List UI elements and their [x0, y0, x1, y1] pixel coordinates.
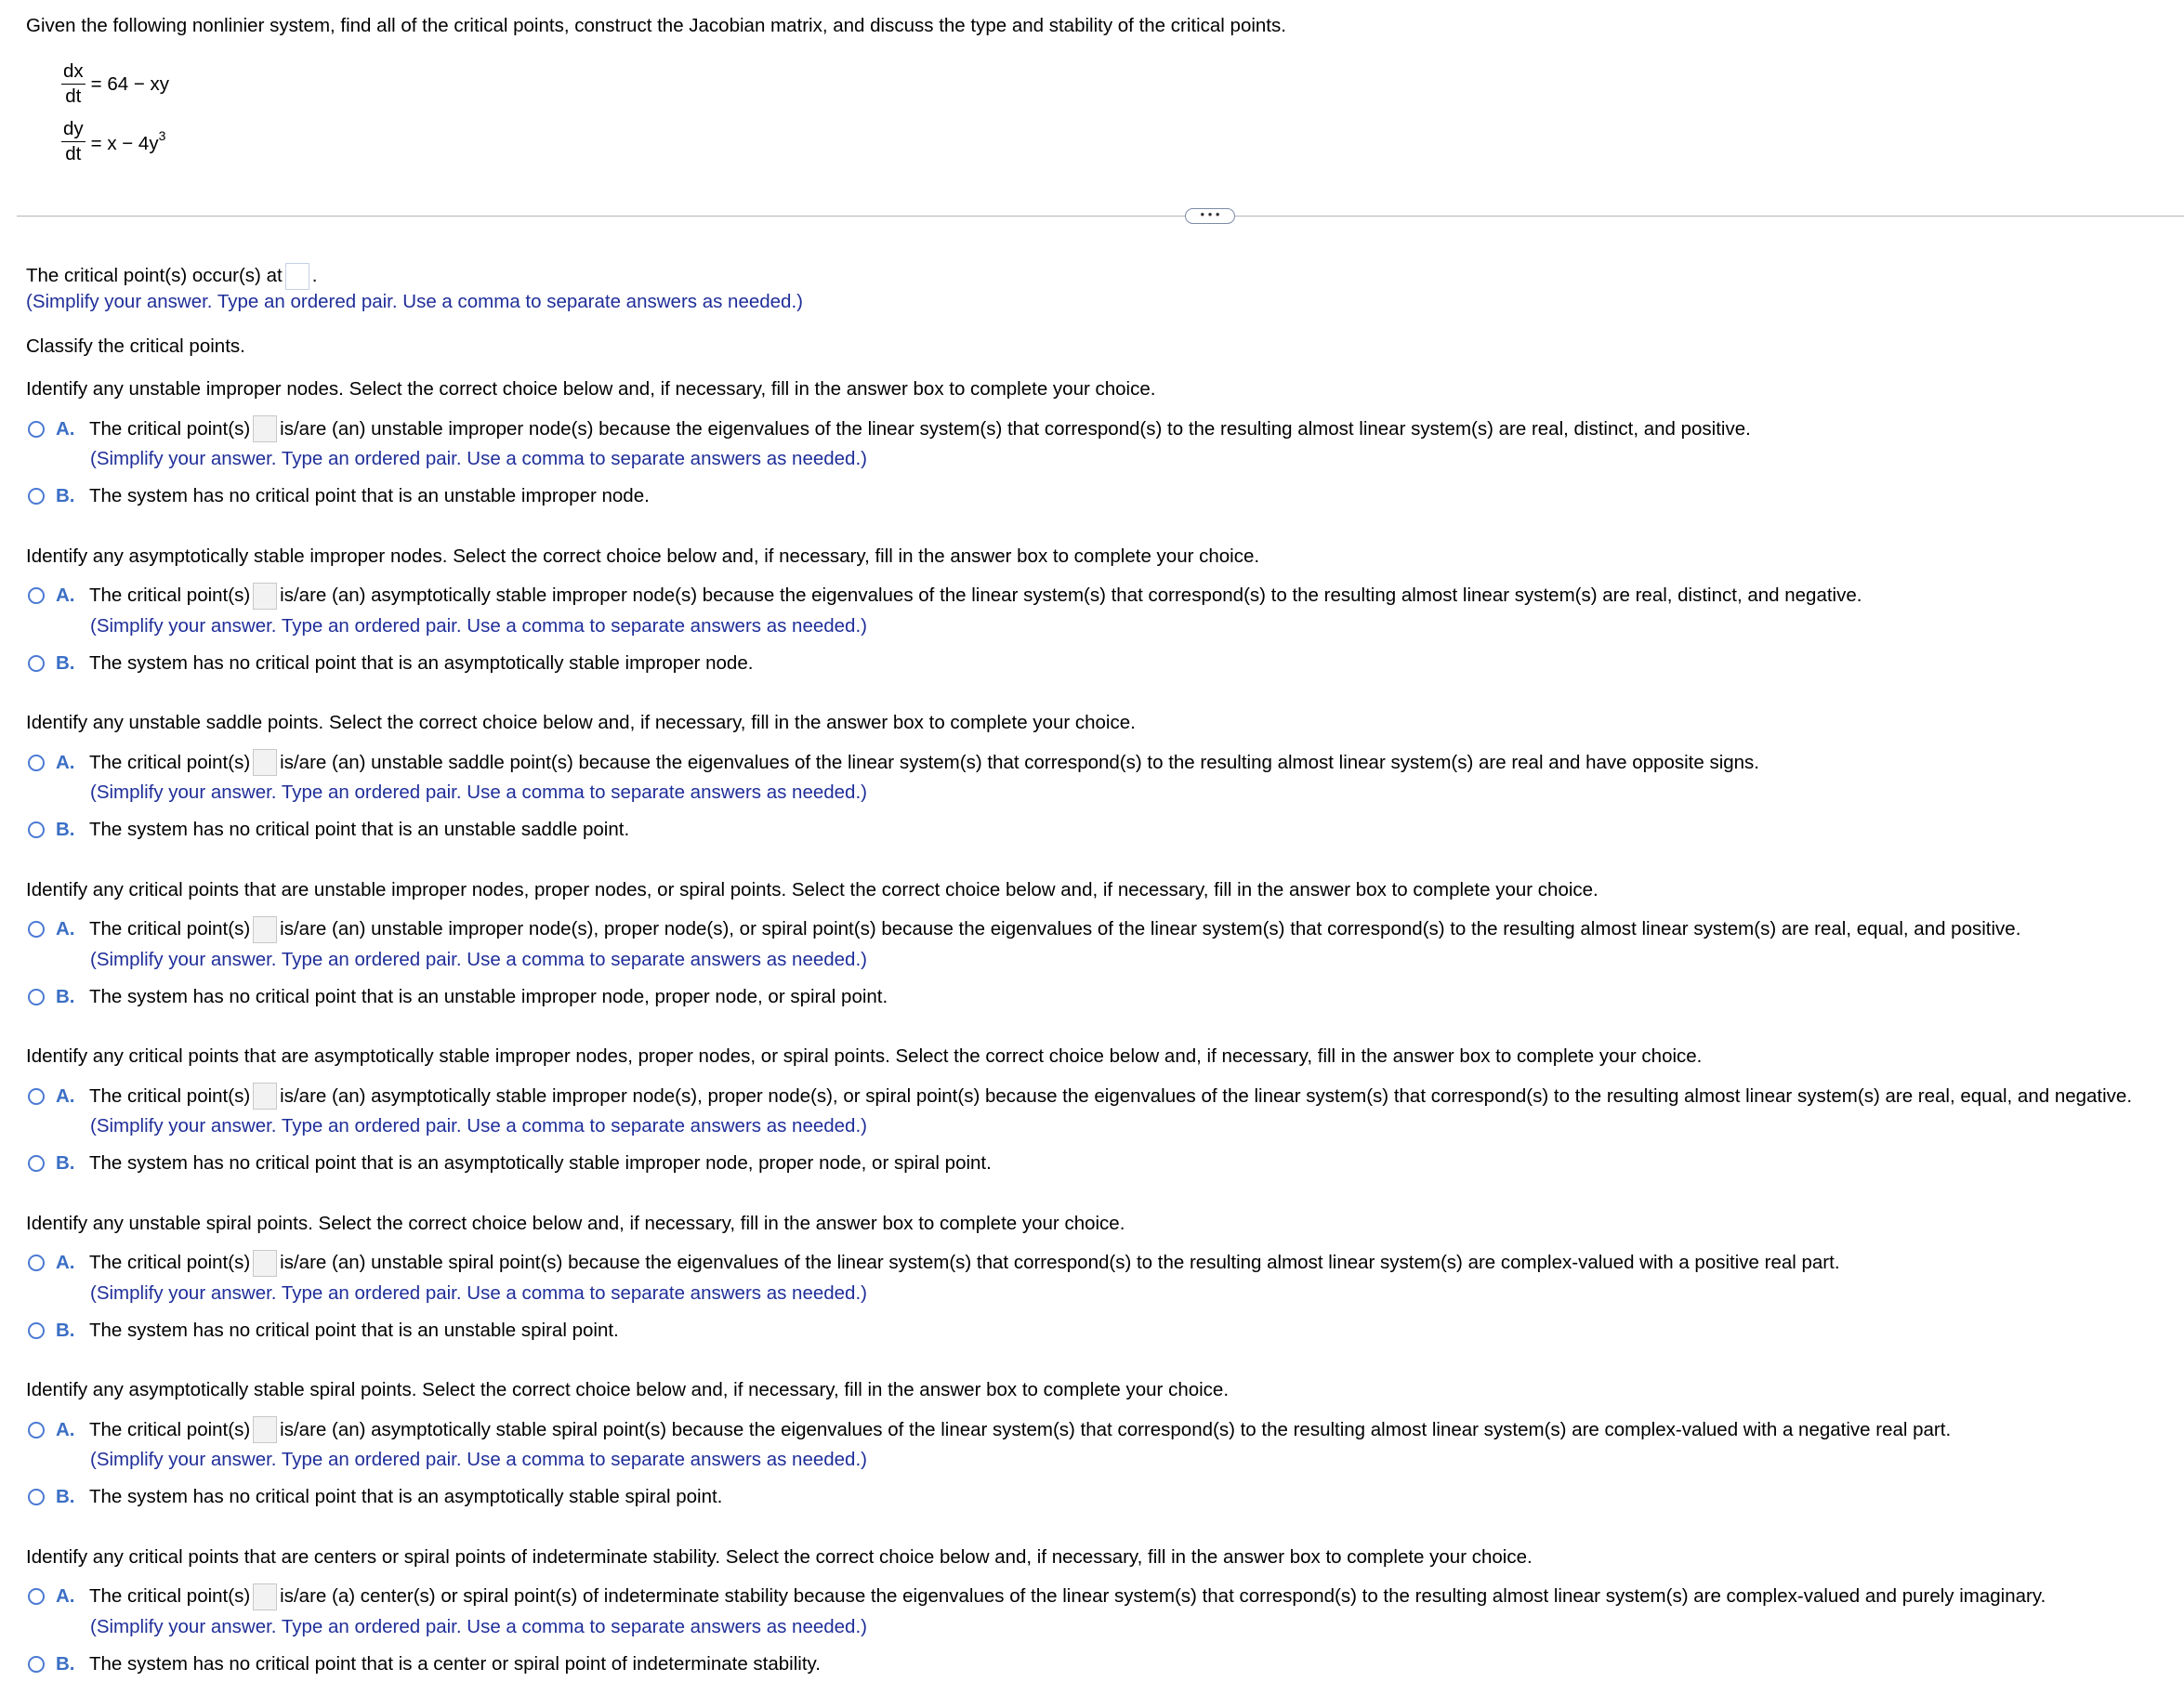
option-a-hint: (Simplify your answer. Type an ordered pair. Use a comma to separate answers as needed.)	[90, 1615, 867, 1637]
expand-more-button[interactable]: • • •	[1185, 208, 1235, 224]
option-b-text: The system has no critical point that is an unstable spiral point.	[89, 1319, 619, 1341]
option-letter: B.	[56, 485, 75, 506]
option-b[interactable]	[28, 1152, 992, 1175]
option-a-text-post: is/are (an) asymptotically stable spiral point(s) because the eigenvalues of the linear system(s) that correspond(s) to the resulting almost linear system(s) are complex-valued with a negative real part.	[280, 1418, 1952, 1440]
radio-button-b[interactable]	[28, 1155, 45, 1172]
option-a[interactable]	[28, 1250, 1840, 1277]
option-letter: B.	[56, 1652, 75, 1675]
section-divider	[17, 216, 2184, 217]
option-a-answer-box[interactable]	[253, 749, 277, 776]
option-a-text-pre: The critical point(s)	[89, 1418, 251, 1440]
radio-button-a[interactable]	[28, 1255, 45, 1271]
option-a-text-pre: The critical point(s)	[89, 751, 251, 773]
option-a[interactable]	[28, 749, 1759, 776]
option-b-text: The system has no critical point that is an unstable saddle point.	[89, 819, 630, 840]
option-a[interactable]	[28, 415, 1751, 442]
option-a-text-post: is/are (an) asymptotically stable improper node(s), proper node(s), or spiral point(s) because the eigenvalues of the linear system(s) that correspond(s) to the resulting almost linear system(s) are real, equal, and negative.	[280, 1084, 2133, 1107]
option-b-text: The system has no critical point that is an asymptotically stable spiral point.	[89, 1486, 723, 1507]
option-a[interactable]	[28, 1083, 2132, 1110]
denominator: dt	[65, 143, 82, 164]
option-b-text: The system has no critical point that is an unstable improper node, proper node, or spiral point.	[89, 985, 888, 1007]
equation-rhs	[91, 128, 166, 155]
option-a-answer-box[interactable]	[253, 1583, 277, 1610]
option-a[interactable]	[28, 1416, 1951, 1443]
option-b-text: The system has no critical point that is an asymptotically stable improper node.	[89, 651, 754, 674]
option-b-text: The system has no critical point that is an unstable improper node.	[89, 485, 650, 506]
critical-points-label: The critical point(s) occur(s) at	[26, 264, 283, 286]
question-prompt: Identify any critical points that are unstable improper nodes, proper nodes, or spiral points. Select the correct choice below and, if necessary, fill in the answer box to complete your choice.	[26, 878, 1599, 900]
equation-rhs-text: = x − 4y	[90, 133, 159, 154]
option-a-hint: (Simplify your answer. Type an ordered pair. Use a comma to separate answers as needed.)	[90, 1449, 867, 1470]
option-letter: B.	[56, 1152, 75, 1174]
option-b[interactable]	[28, 986, 888, 1008]
radio-button-b[interactable]	[28, 1322, 45, 1339]
option-a-text-post: is/are (an) unstable improper node(s) because the eigenvalues of the linear system(s) that correspond(s) to the resulting almost linear system(s) are real, distinct, and positive.	[280, 417, 1751, 440]
radio-button-a[interactable]	[28, 587, 45, 604]
option-letter: A.	[56, 1084, 75, 1107]
option-b[interactable]	[28, 652, 753, 675]
option-b-text: The system has no critical point that is a center or spiral point of indeterminate stability.	[89, 1652, 821, 1675]
option-a-text-pre: The critical point(s)	[89, 1084, 251, 1107]
option-letter: B.	[56, 819, 75, 840]
radio-button-a[interactable]	[28, 921, 45, 938]
option-a-hint: (Simplify your answer. Type an ordered pair. Use a comma to separate answers as needed.)	[90, 1115, 867, 1136]
question-prompt: Identify any unstable spiral points. Select the correct choice below and, if necessary, fill in the answer box to complete your choice.	[26, 1212, 1125, 1234]
critical-points-hint: (Simplify your answer. Type an ordered pair. Use a comma to separate answers as needed.)	[26, 291, 803, 312]
option-a-hint: (Simplify your answer. Type an ordered pair. Use a comma to separate answers as needed.)	[90, 948, 867, 970]
question-prompt: Identify any asymptotically stable spiral points. Select the correct choice below and, if necessary, fill in the answer box to complete your choice.	[26, 1379, 1230, 1400]
option-a-text-pre: The critical point(s)	[89, 1585, 251, 1607]
option-b-text: The system has no critical point that is an asymptotically stable improper node, proper node, or spiral point.	[89, 1152, 992, 1174]
option-a-answer-box[interactable]	[253, 916, 277, 943]
option-a-text-pre: The critical point(s)	[89, 417, 251, 440]
radio-button-b[interactable]	[28, 1489, 45, 1505]
option-letter: B.	[56, 985, 75, 1007]
exponent: 3	[158, 128, 166, 143]
radio-button-a[interactable]	[28, 1588, 45, 1605]
critical-points-answer-box[interactable]	[285, 263, 309, 290]
question-prompt: Identify any critical points that are centers or spiral points of indeterminate stability. Select the correct choice below and, if necessary, fill in the answer box to complete your choice.	[26, 1545, 1533, 1568]
option-a-answer-box[interactable]	[253, 415, 277, 442]
option-a[interactable]	[28, 1583, 2046, 1610]
option-a-text-pre: The critical point(s)	[89, 585, 251, 606]
option-a-text-post: is/are (an) unstable saddle point(s) because the eigenvalues of the linear system(s) that correspond(s) to the resulting almost linear system(s) are real and have opposite signs.	[280, 751, 1760, 773]
option-a-hint: (Simplify your answer. Type an ordered pair. Use a comma to separate answers as needed.)	[90, 1281, 867, 1304]
radio-button-b[interactable]	[28, 655, 45, 672]
radio-button-a[interactable]	[28, 755, 45, 771]
option-a-hint: (Simplify your answer. Type an ordered pair. Use a comma to separate answers as needed.)	[90, 782, 867, 803]
radio-button-a[interactable]	[28, 421, 45, 438]
equation-rhs: = 64 − xy	[90, 72, 169, 95]
option-b[interactable]	[28, 819, 629, 841]
classify-heading: Classify the critical points.	[26, 335, 245, 357]
option-a-hint: (Simplify your answer. Type an ordered pair. Use a comma to separate answers as needed.)	[90, 614, 867, 637]
option-b[interactable]	[28, 1486, 722, 1508]
numerator: dy	[61, 117, 86, 142]
option-b[interactable]	[28, 485, 650, 507]
equation-dy	[61, 117, 165, 166]
option-letter: B.	[56, 1486, 75, 1507]
radio-button-a[interactable]	[28, 1088, 45, 1105]
option-a[interactable]	[28, 583, 1862, 610]
period: .	[311, 264, 318, 286]
option-a-text-pre: The critical point(s)	[89, 918, 251, 939]
option-letter: A.	[56, 1585, 75, 1607]
radio-button-b[interactable]	[28, 989, 45, 1005]
option-a-answer-box[interactable]	[253, 1083, 277, 1110]
option-a-answer-box[interactable]	[253, 583, 277, 610]
option-a[interactable]	[28, 916, 2020, 943]
option-letter: A.	[56, 1252, 75, 1273]
denominator: dt	[65, 85, 82, 107]
critical-points-line	[26, 263, 317, 290]
problem-prompt: Given the following nonlinier system, find all of the critical points, construct the Jacobian matrix, and discuss the type and stability of the critical points.	[26, 15, 1286, 36]
question-prompt: Identify any unstable improper nodes. Select the correct choice below and, if necessary, fill in the answer box to complete your choice.	[26, 378, 1156, 400]
question-prompt: Identify any asymptotically stable improper nodes. Select the correct choice below and, if necessary, fill in the answer box to complete your choice.	[26, 545, 1260, 567]
option-a-hint: (Simplify your answer. Type an ordered pair. Use a comma to separate answers as needed.)	[90, 448, 867, 469]
fraction-dxdt	[61, 59, 86, 109]
question-prompt: Identify any unstable saddle points. Select the correct choice below and, if necessary, fill in the answer box to complete your choice.	[26, 712, 1136, 733]
radio-button-b[interactable]	[28, 488, 45, 505]
question-prompt: Identify any critical points that are asymptotically stable improper nodes, proper nodes, or spiral points. Select the correct choice below and, if necessary, fill in the answer box to complete your choice.	[26, 1045, 1703, 1067]
option-letter: A.	[56, 585, 75, 606]
option-a-answer-box[interactable]	[253, 1416, 277, 1443]
option-a-text-post: is/are (an) unstable improper node(s), proper node(s), or spiral point(s) because the eigenvalues of the linear system(s) that correspond(s) to the resulting almost linear system(s) are real, equal, and positive.	[280, 918, 2021, 939]
option-letter: A.	[56, 918, 75, 939]
option-a-text-pre: The critical point(s)	[89, 1252, 251, 1273]
option-letter: B.	[56, 651, 75, 674]
option-a-text-post: is/are (an) asymptotically stable improper node(s) because the eigenvalues of the linear system(s) that correspond(s) to the resulting almost linear system(s) are real, distinct, and negative.	[280, 585, 1862, 606]
radio-button-b[interactable]	[28, 1656, 45, 1673]
option-a-text-post: is/are (an) unstable spiral point(s) because the eigenvalues of the linear system(s) that correspond(s) to the resulting almost linear system(s) are complex-valued with a positive real part.	[280, 1252, 1840, 1273]
option-a-answer-box[interactable]	[253, 1250, 277, 1277]
option-letter: A.	[56, 1418, 75, 1440]
radio-button-b[interactable]	[28, 821, 45, 838]
option-b[interactable]	[28, 1653, 821, 1675]
numerator: dx	[61, 59, 86, 85]
equation-dx	[61, 59, 169, 109]
option-letter: A.	[56, 417, 75, 440]
radio-button-a[interactable]	[28, 1422, 45, 1439]
option-letter: A.	[56, 751, 75, 773]
fraction-dydt	[61, 117, 86, 166]
option-b[interactable]	[28, 1320, 619, 1342]
option-a-text-post: is/are (a) center(s) or spiral point(s) of indeterminate stability because the eigenvalues of the linear system(s) that correspond(s) to the resulting almost linear system(s) are complex-valued and purely imaginary.	[280, 1585, 2046, 1607]
option-letter: B.	[56, 1319, 75, 1341]
